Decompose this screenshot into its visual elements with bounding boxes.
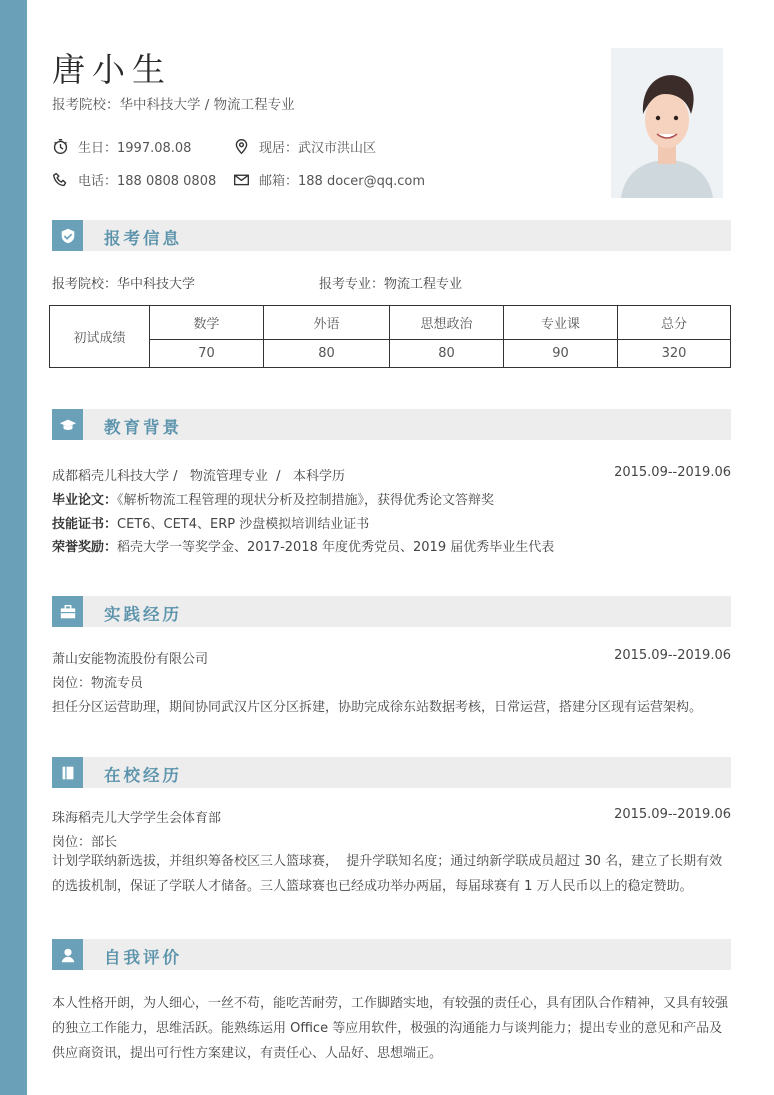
practice-company: 萧山安能物流股份有限公司 xyxy=(52,652,209,667)
award-text: 稻壳大学一等奖学金、2017-2018 年度优秀党员、2019 届优秀毕业生代表 xyxy=(117,540,555,555)
score-cell: 320 xyxy=(618,340,731,368)
birth-text: 生日：1997.08.08 xyxy=(78,141,192,156)
subject-header: 数学 xyxy=(150,306,264,340)
left-accent-bar xyxy=(0,0,27,1095)
book-icon xyxy=(52,757,83,788)
profile-photo xyxy=(611,48,723,198)
user-icon xyxy=(52,939,83,970)
cert-label: 技能证书： xyxy=(52,517,118,532)
subject-header: 思想政治 xyxy=(390,306,504,340)
campus-date: 2015.09--2019.06 xyxy=(614,807,731,822)
score-cell: 80 xyxy=(264,340,390,368)
thesis-line xyxy=(52,489,494,508)
award-label: 荣誉奖励： xyxy=(52,540,118,555)
subject-header: 外语 xyxy=(264,306,390,340)
apply-summary: 报考院校：华中科技大学 / 物流工程专业 xyxy=(52,97,295,113)
cert-text: CET6、CET4、ERP 沙盘模拟培训结业证书 xyxy=(117,517,370,532)
section-header-practice xyxy=(52,596,731,627)
practice-date: 2015.09--2019.06 xyxy=(614,648,731,663)
birth-info xyxy=(52,137,191,156)
section-title-exam: 报考信息 xyxy=(104,229,182,248)
section-title-self: 自我评价 xyxy=(104,948,182,967)
address-text: 现居：武汉市洪山区 xyxy=(259,141,377,156)
section-title-practice: 实践经历 xyxy=(104,605,182,624)
exam-major: 报考专业：物流工程专业 xyxy=(319,277,463,292)
award-line xyxy=(52,536,554,555)
phone-icon xyxy=(52,171,69,188)
score-table xyxy=(49,305,731,368)
subject-header: 专业课 xyxy=(504,306,618,340)
stopwatch-icon xyxy=(52,138,69,155)
email-text: 邮箱：188 docer@qq.com xyxy=(259,174,426,189)
score-row-label: 初试成绩 xyxy=(50,306,150,368)
score-cell: 70 xyxy=(150,340,264,368)
self-description: 本人性格开朗，为人细心，一丝不苟，能吃苦耐劳，工作脚踏实地，有较强的责任心，具有团队合作精神，又具有较强的独立工作能力，思维活跃。能熟练运用 Office 等应用软件，极强的沟通能力与谈判能力；提出专业的意见和产品及供应商资讯，提出可行性方案建议，有责任心、人品好、思想端正。 xyxy=(52,996,729,1061)
score-cell: 80 xyxy=(390,340,504,368)
graduation-cap-icon xyxy=(52,409,83,440)
mail-icon xyxy=(233,171,250,188)
campus-position: 岗位：部长 xyxy=(52,835,118,850)
phone-info xyxy=(52,170,216,189)
exam-school: 报考院校：华中科技大学 xyxy=(52,277,196,292)
subject-header: 总分 xyxy=(618,306,731,340)
briefcase-icon xyxy=(52,596,83,627)
thesis-label: 毕业论文： xyxy=(52,493,118,508)
section-header-campus xyxy=(52,757,731,788)
campus-org: 珠海稻壳儿大学学生会体育部 xyxy=(52,811,222,826)
email-info xyxy=(233,170,425,189)
section-header-self xyxy=(52,939,731,970)
practice-position: 岗位：物流专员 xyxy=(52,676,144,691)
section-title-education: 教育背景 xyxy=(104,418,182,437)
phone-text: 电话：188 0808 0808 xyxy=(78,174,217,189)
education-title: 成都稻壳儿科技大学 / 物流管理专业 / 本科学历 xyxy=(52,469,345,484)
candidate-name: 唐小生 xyxy=(52,50,172,89)
section-title-campus: 在校经历 xyxy=(104,766,182,785)
cert-line xyxy=(52,513,369,532)
section-header-education xyxy=(52,409,731,440)
thesis-text: 《解析物流工程管理的现状分析及控制措施》，获得优秀论文答辩奖 xyxy=(117,493,495,508)
address-info xyxy=(233,137,376,156)
section-header-exam xyxy=(52,220,731,251)
portrait-illustration xyxy=(611,48,723,198)
location-pin-icon xyxy=(233,138,250,155)
shield-icon xyxy=(52,220,83,251)
campus-description: 计划学联纳新选拔，并组织筹备校区三人篮球赛， 提升学联知名度；通过纳新学联成员超过 30 名，建立了长期有效的选拔机制，保证了学联人才储备。三人篮球赛也已经成功举办两届，每届球赛有 1 万人民币以上的稳定赞助。 xyxy=(52,854,723,894)
education-date: 2015.09--2019.06 xyxy=(614,465,731,480)
practice-description: 担任分区运营助理，期间协同武汉片区分区拆建，协助完成徐东站数据考核，日常运营，搭建分区现有运营架构。 xyxy=(52,700,703,715)
score-cell: 90 xyxy=(504,340,618,368)
